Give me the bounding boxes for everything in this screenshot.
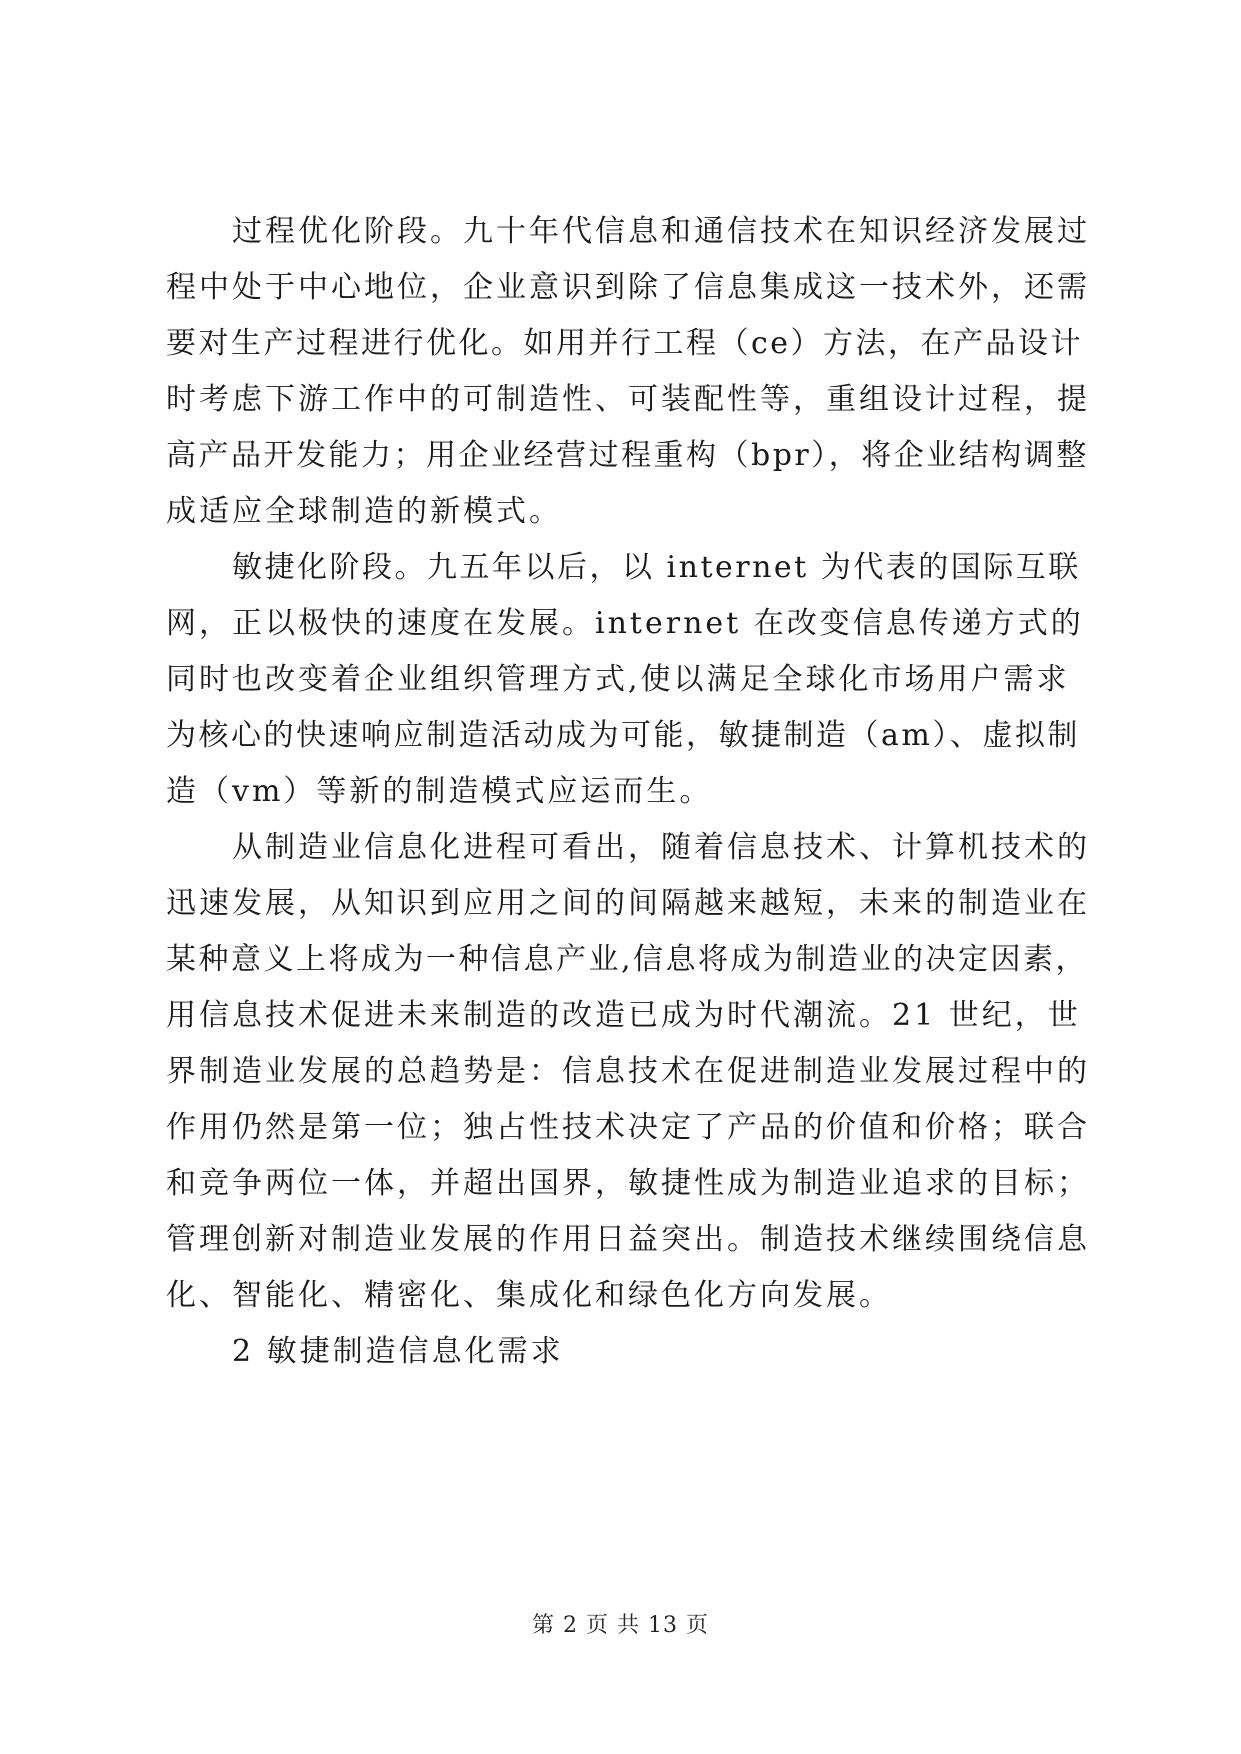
paragraph-3-line-7: 和竞争两位一体，并超出国界，敏捷性成为制造业追求的目标；	[166, 1166, 1090, 1201]
paragraph-2-line-2: 网，正以极快的速度在发展。internet 在改变信息传递方式的	[166, 606, 1084, 641]
paragraph-1-line-1: 过程优化阶段。九十年代信息和通信技术在知识经济发展过	[232, 214, 1090, 249]
paragraph-3-line-1: 从制造业信息化进程可看出，随着信息技术、计算机技术的	[232, 830, 1090, 865]
paragraph-3-line-2: 迅速发展，从知识到应用之间的间隔越来越短，未来的制造业在	[166, 886, 1090, 921]
paragraph-1-line-6: 成适应全球制造的新模式。	[166, 494, 562, 529]
paragraph-1-line-5: 高产品开发能力；用企业经营过程重构（bpr），将企业结构调整	[166, 438, 1089, 473]
paragraph-2-line-1: 敏捷化阶段。九五年以后，以 internet 为代表的国际互联	[232, 550, 1081, 585]
paragraph-2-line-3: 同时也改变着企业组织管理方式,使以满足全球化市场用户需求	[166, 662, 1070, 697]
paragraph-3-line-9: 化、智能化、精密化、集成化和绿色化方向发展。	[166, 1278, 892, 1313]
paragraph-3-line-5: 界制造业发展的总趋势是：信息技术在促进制造业发展过程中的	[166, 1054, 1090, 1089]
paragraph-3-line-8: 管理创新对制造业发展的作用日益突出。制造技术继续围绕信息	[166, 1222, 1090, 1257]
paragraph-1-line-2: 程中处于中心地位，企业意识到除了信息集成这一技术外，还需	[166, 270, 1090, 305]
paragraph-3-line-6: 作用仍然是第一位；独占性技术决定了产品的价值和价格；联合	[166, 1110, 1090, 1145]
paragraph-3-line-4: 用信息技术促进未来制造的改造已成为时代潮流。21 世纪，世	[166, 998, 1081, 1033]
paragraph-3-line-3: 某种意义上将成为一种信息产业,信息将成为制造业的决定因素，	[166, 942, 1089, 977]
paragraph-1-line-3: 要对生产过程进行优化。如用并行工程（ce）方法，在产品设计	[166, 326, 1084, 361]
paragraph-1-line-4: 时考虑下游工作中的可制造性、可装配性等，重组设计过程，提	[166, 382, 1090, 417]
paragraph-2-line-5: 造（vm）等新的制造模式应运而生。	[166, 774, 713, 809]
page-footer: 第 2 页 共 13 页	[532, 1613, 709, 1638]
section-heading: 2 敏捷制造信息化需求	[232, 1334, 564, 1369]
paragraph-2-line-4: 为核心的快速响应制造活动成为可能，敏捷制造（am）、虚拟制	[166, 718, 1080, 753]
